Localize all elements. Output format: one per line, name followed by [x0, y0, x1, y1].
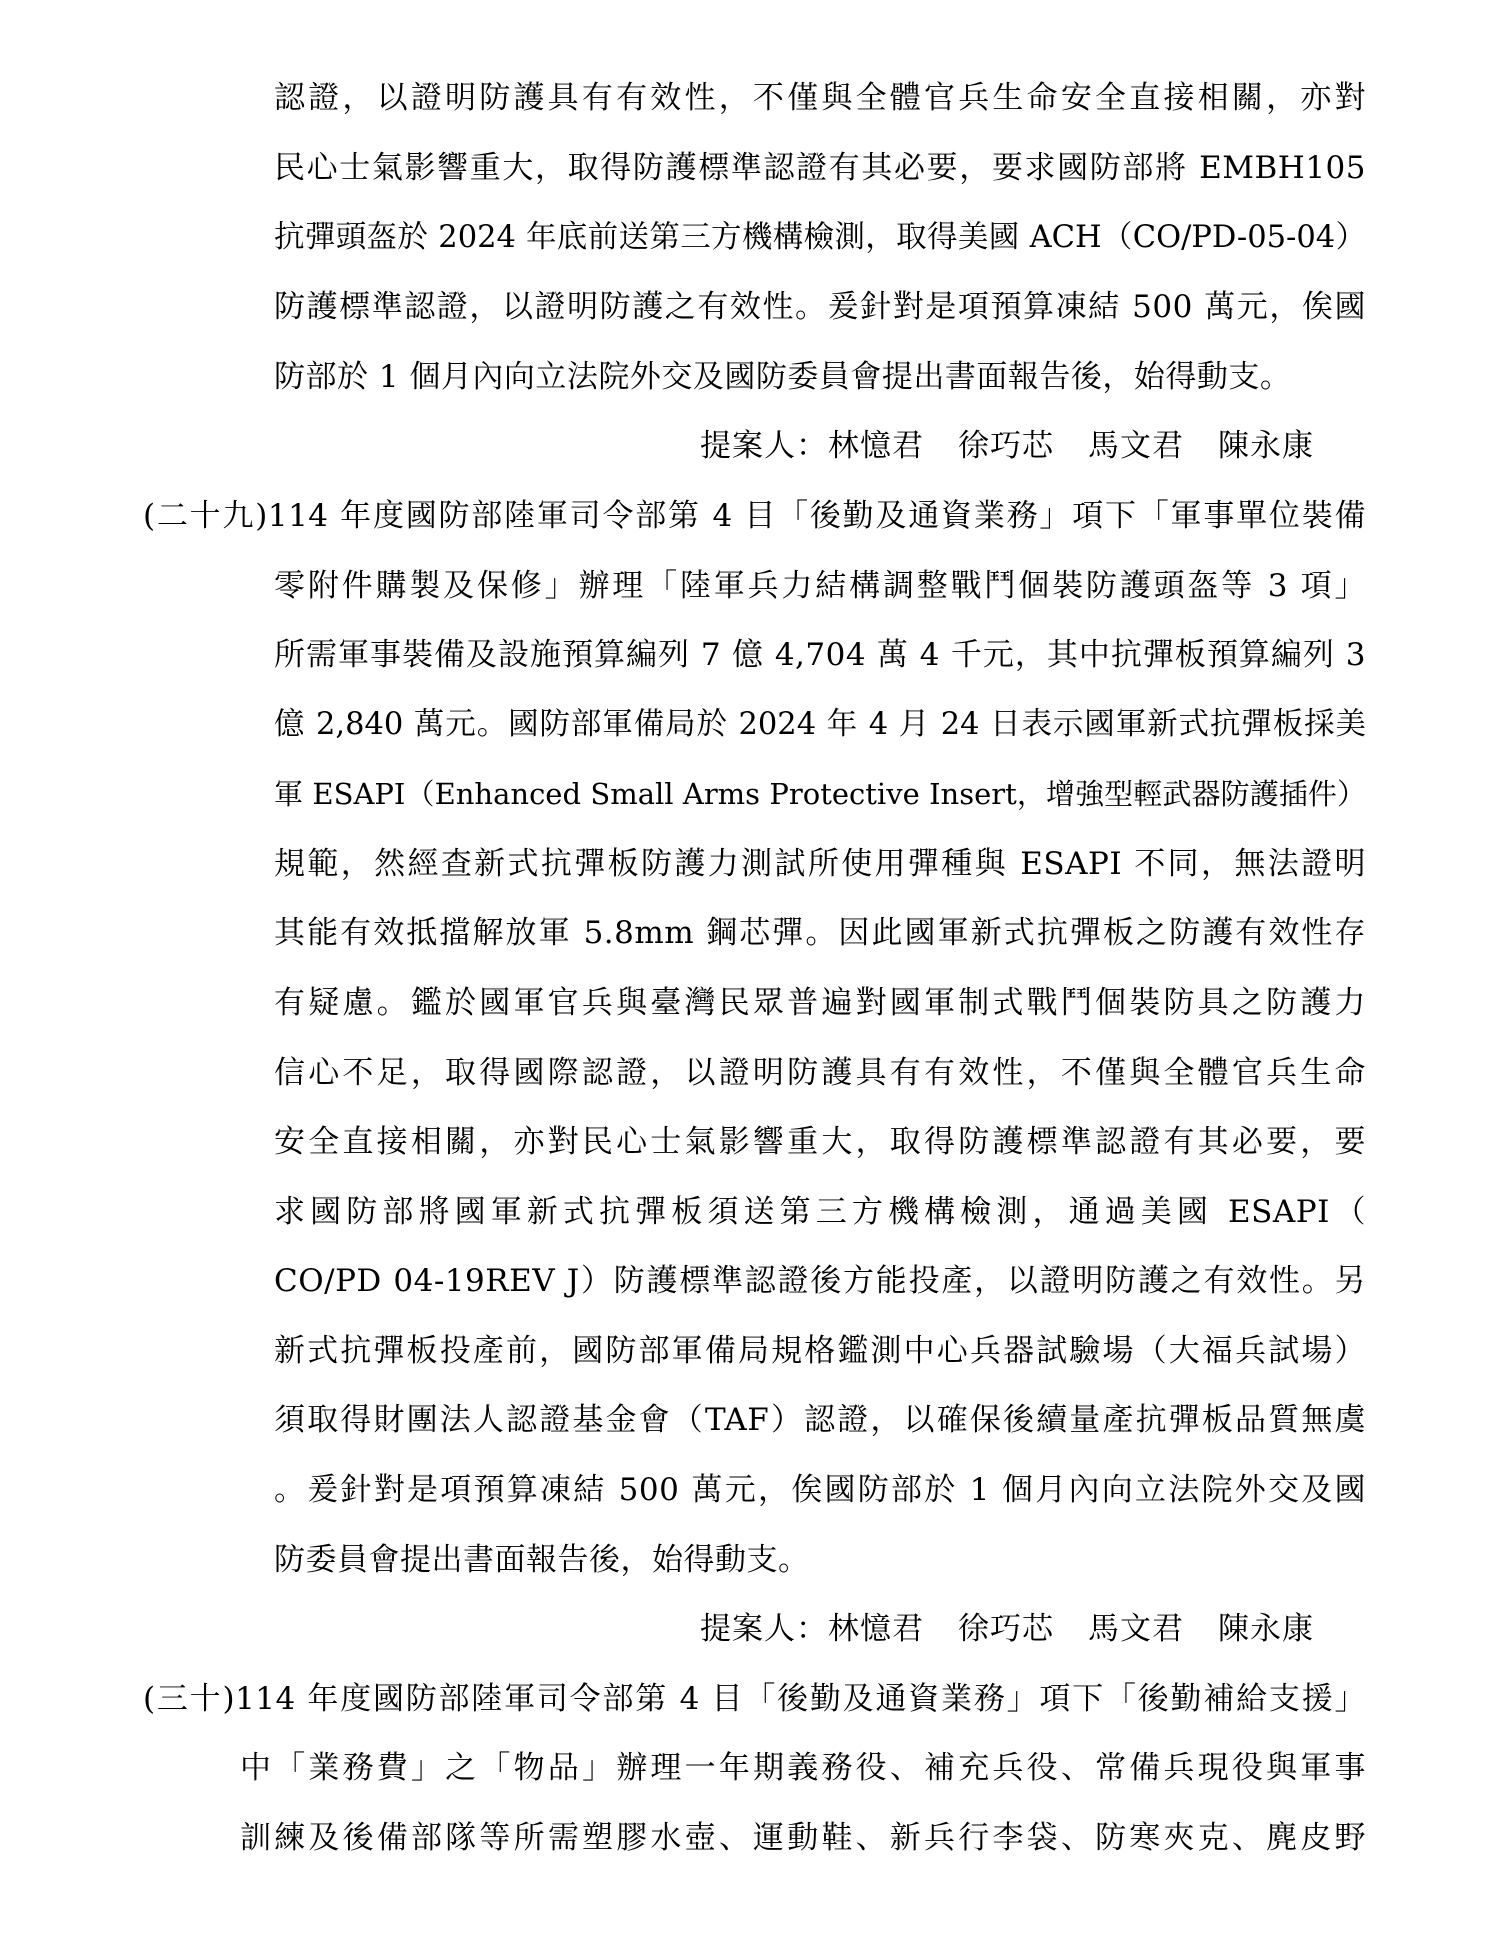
item-number: (三十) [143, 1681, 236, 1717]
item-heading [143, 494, 1366, 538]
proposer-name: 徐巧芯 [958, 1611, 1054, 1647]
paragraph-line: 其能有效抵擋解放軍 5.8mm 鋼芯彈。因此國軍新式抗彈板之防護有效性存 [274, 915, 1366, 951]
paragraph-line: 新式抗彈板投產前，國防部軍備局規格鑑測中心兵器試驗場（大福兵試場） [274, 1333, 1366, 1369]
paragraph-line: 抗彈頭盔於 2024 年底前送第三方機構檢測，取得美國 ACH（CO/PD-05-04） [274, 220, 1366, 255]
proposer-line [700, 1607, 1360, 1651]
paragraph-line: 求國防部將國軍新式抗彈板須送第三方機構檢測，通過美國 ESAPI（ [274, 1194, 1366, 1230]
proposer-name: 馬文君 [1088, 428, 1184, 464]
paragraph-line: 所需軍事裝備及設施預算編列 7 億 4,704 萬 4 千元，其中抗彈板預算編列 3 [274, 637, 1366, 673]
item-heading [143, 1677, 1366, 1721]
paragraph-line: 信心不足，取得國際認證，以證明防護具有有效性，不僅與全體官兵生命 [274, 1055, 1366, 1091]
paragraph-line: 軍 ESAPI（Enhanced Small Arms Protective Insert，增強型輕武器防護插件） [274, 777, 1366, 811]
proposer-name: 陳永康 [1218, 428, 1314, 464]
proposer-label: 提案人： [700, 428, 828, 464]
proposer-name: 陳永康 [1218, 1611, 1314, 1647]
paragraph-line: 安全直接相關，亦對民心士氣影響重大，取得防護標準認證有其必要，要 [274, 1124, 1366, 1160]
paragraph-line: 億 2,840 萬元。國防部軍備局於 2024 年 4 月 24 日表示國軍新式抗彈板採美 [274, 707, 1366, 742]
proposer-name: 馬文君 [1088, 1611, 1184, 1647]
paragraph-line: 認證，以證明防護具有有效性，不僅與全體官兵生命安全直接相關，亦對 [274, 80, 1366, 116]
paragraph-line: CO/PD 04-19REV J）防護標準認證後方能投產，以證明防護之有效性。另 [274, 1263, 1366, 1299]
paragraph-line: 中「業務費」之「物品」辦理一年期義務役、補充兵役、常備兵現役與軍事 [240, 1750, 1366, 1786]
paragraph-line: 防部於 1 個月內向立法院外交及國防委員會提出書面報告後，始得動支。 [274, 359, 1292, 395]
item-heading-text: 114 年度國防部陸軍司令部第 4 目「後勤及通資業務」項下「後勤補給支援」 [235, 1681, 1366, 1717]
proposer-line [700, 424, 1360, 468]
paragraph-line: 有疑慮。鑑於國軍官兵與臺灣民眾普遍對國軍制式戰鬥個裝防具之防護力 [274, 985, 1366, 1021]
proposer-label: 提案人： [700, 1611, 828, 1647]
paragraph-line: 。爰針對是項預算凍結 500 萬元，俟國防部於 1 個月內向立法院外交及國 [274, 1472, 1366, 1508]
proposer-name: 林憶君 [828, 1611, 924, 1647]
paragraph-line: 零附件購製及保修」辦理「陸軍兵力結構調整戰鬥個裝防護頭盔等 3 項」 [274, 568, 1366, 604]
paragraph-line: 訓練及後備部隊等所需塑膠水壺、運動鞋、新兵行李袋、防寒夾克、麂皮野 [240, 1820, 1366, 1856]
paragraph-line: 民心士氣影響重大，取得防護標準認證有其必要，要求國防部將 EMBH105 [274, 150, 1366, 186]
proposer-name: 徐巧芯 [958, 428, 1054, 464]
paragraph-line: 規範，然經查新式抗彈板防護力測試所使用彈種與 ESAPI 不同，無法證明 [274, 846, 1366, 882]
paragraph-line: 防護標準認證，以證明防護之有效性。爰針對是項預算凍結 500 萬元，俟國 [274, 289, 1366, 325]
paragraph-line: 須取得財團法人認證基金會（TAF）認證，以確保後續量產抗彈板品質無虞 [274, 1402, 1366, 1438]
item-heading-text: 114 年度國防部陸軍司令部第 4 目「後勤及通資業務」項下「軍事單位裝備 [267, 498, 1366, 534]
item-number: (二十九) [143, 498, 268, 534]
proposer-name: 林憶君 [828, 428, 924, 464]
paragraph-line: 防委員會提出書面報告後，始得動支。 [274, 1542, 810, 1578]
